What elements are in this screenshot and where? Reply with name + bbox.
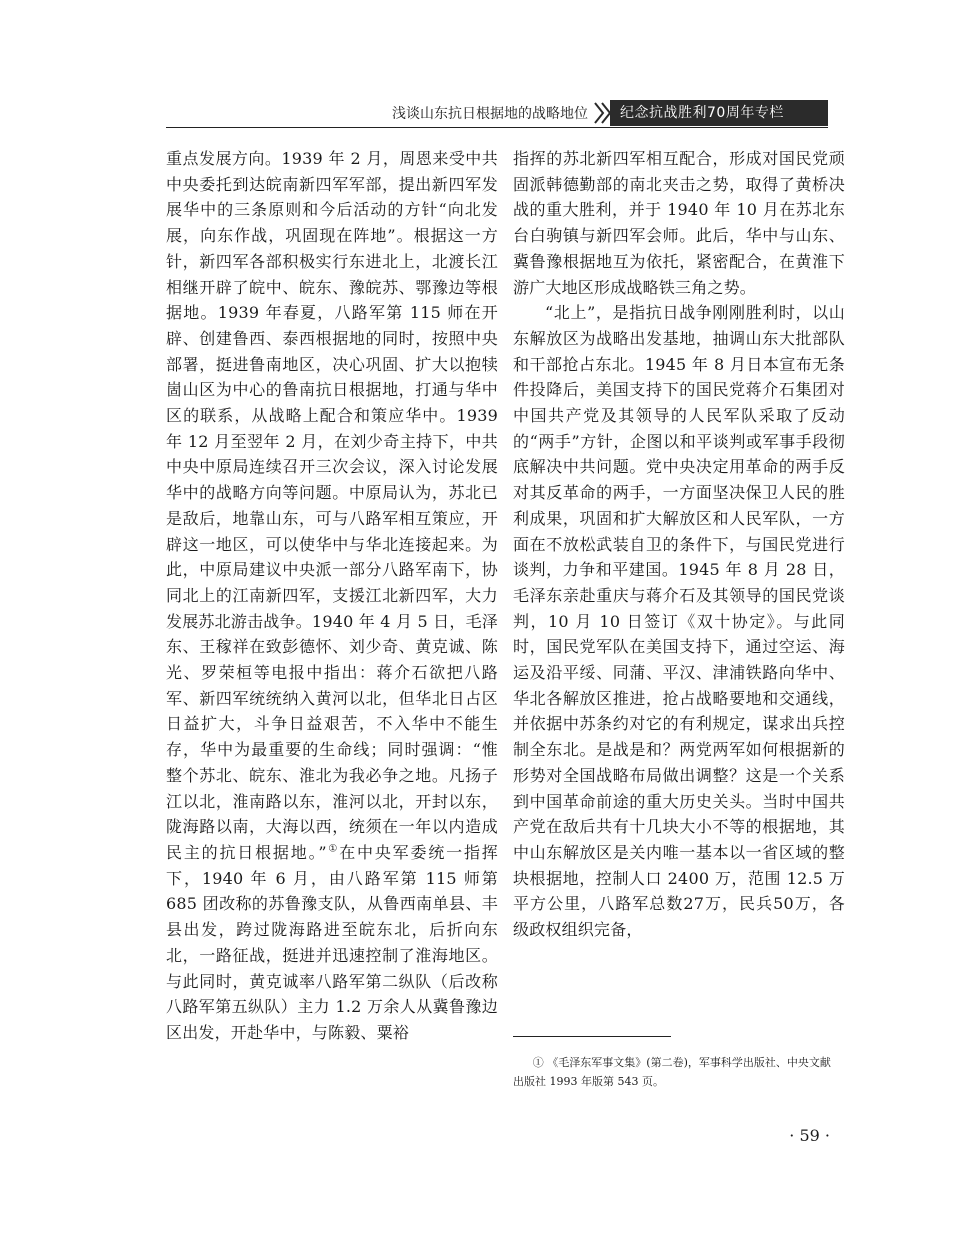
footnote-reference[interactable]: ① (326, 843, 340, 855)
paragraph: “北上”，是指抗日战争刚刚胜利时，以山东解放区为战略出发基地，抽调山东大批部队和干部抢占东北。1945 年 8 月日本宣布无条件投降后，美国支持下的国民党蒋介石集团对中国共产党及其领导的人民军队采取了反动的“两手”方针，企图以和平谈判或军事手段彻底解决中共问题。党中央决定用革命的两手反对其反革命的两手，一方面坚决保卫人民的胜利成果，巩固和扩大解放区和人民军队，一方面在不放松武装自卫的条件下，与国民党进行谈判，力争和平建国。1945 年 8 月 28 日，毛泽东亲赴重庆与蒋介石及其领导的国民党谈判，10 月 10 日签订《双十协定》。与此同时，国民党军队在美国支持下，通过空运、海运及沿平绥、同蒲、平汉、津浦铁路向华中、华北各解放区推进，抢占战略要地和交通线，并依据中苏条约对它的有利规定，谋求出兵控制全东北。是战是和？两党两军如何根据新的形势对全国战略布局做出调整？这是一个关系到中国革命前途的重大历史关头。当时中国共产党在敌后共有十几块大小不等的根据地，其中山东解放区是关内唯一基本以一省区域的整块根据地，控制人口 2400 万，范围 12.5 万平方公里，八路军总数27万，民兵50万，各级政权组织完备， (513, 303, 845, 940)
page-number: · 59 · (789, 1126, 830, 1145)
left-column (166, 146, 498, 1046)
column-banner: 纪念抗战胜利70周年专栏 (610, 100, 828, 126)
header-divider (166, 127, 828, 128)
right-column (513, 146, 845, 943)
paragraph-text: 在中央军委统一指挥下，1940 年 6 月，由八路军第 115 师第 685 团改称的苏鲁豫支队，从鲁西南单县、丰县出发，跨过陇海路进至皖东北，后折向东北，一路征战，挺进并迅速控制了淮海地区。与此同时，黄克诚率八路军第二纵队（后改称八路军第五纵队）主力 1.2 万余人从冀鲁豫边区出发，开赴华中，与陈毅、粟裕 (166, 842, 498, 1042)
footnote-divider (513, 1036, 671, 1037)
footnote: ① 《毛泽东军事文集》(第二卷)，军事科学出版社、中央文献出版社 1993 年版第 543 页。 (513, 1056, 831, 1088)
paragraph: 指挥的苏北新四军相互配合，形成对国民党顽固派韩德勤部的南北夹击之势，取得了黄桥决战的重大胜利，并于 1940 年 10 月在苏北东台白驹镇与新四军会师。此后，华中与山东、冀鲁豫根据地互为依托，紧密配合，在黄淮下游广大地区形成战略铁三角之势。 (513, 149, 845, 297)
paragraph (166, 146, 498, 1046)
paragraph-text: 重点发展方向。1939 年 2 月，周恩来受中共中央委托到达皖南新四军军部，提出新四军发展华中的三条原则和今后活动的方针“向北发展，向东作战，巩固现在阵地”。根据这一方针，新四军各部积极实行东进北上，北渡长江相继开辟了皖中、皖东、豫皖苏、鄂豫边等根据地。1939 年春夏，八路军第 115 师在开辟、创建鲁西、泰西根据地的同时，按照中央部署，挺进鲁南地区，决心巩固、扩大以抱犊崮山区为中心的鲁南抗日根据地，打通与华中区的联系，从战略上配合和策应华中。1939 年 12 月至翌年 2 月，在刘少奇主持下，中共中央中原局连续召开三次会议，深入讨论发展华中的战略方向等问题。中原局认为，苏北已是敌后，地靠山东，可与八路军相互策应，开辟这一地区，可以使华中与华北连接起来。为此，中原局建议中央派一部分八路军南下，协同北上的江南新四军，支援江北新四军，大力发展苏北游击战争。1940 年 4 月 5 日，毛泽东、王稼祥在致彭德怀、刘少奇、黄克诚、陈光、罗荣桓等电报中指出：蒋介石欲把八路军、新四军统统纳入黄河以北，但华北日占区日益扩大，斗争日益艰苦，不入华中不能生存，华中为最重要的生命线；同时强调：“惟整个苏北、皖东、淮北为我必争之地。凡扬子江以北，淮南路以东，淮河以北，开封以东，陇海路以南，大海以西，统须在一年以内造成民主的抗日根据地。” (166, 149, 498, 862)
article-title: 浅谈山东抗日根据地的战略地位 (392, 106, 588, 122)
running-header (166, 100, 828, 126)
